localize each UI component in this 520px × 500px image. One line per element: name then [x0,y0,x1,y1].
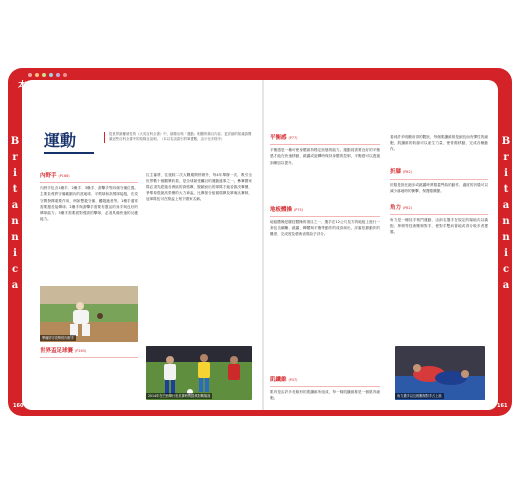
entry [270,376,380,402]
page-ref: (P82) [402,205,412,210]
page-ref: (P168) [58,174,70,178]
entry-title: 平衡感 (P77) [270,135,298,141]
side-letter: i [13,248,17,259]
entry-rule [40,357,138,358]
photo-caption: 2014年在巴西舉行世足賽時的經典對戰場面 [148,394,211,398]
dot [49,73,53,77]
side-letter: n [502,232,510,243]
entry-body: 折膝是指在跑步或跳躍時將膝蓋彎曲的動作，適度的折膝可以減少落地時的衝擊，保護膝關節。 [390,182,488,193]
entry-rule [390,214,488,215]
side-letter: i [13,168,17,179]
side-letter: t [503,184,509,195]
entry-title: 肌纖維 (P47) [270,377,298,383]
entry [40,347,138,358]
entry-rule [40,182,138,183]
page-number-left: 160 [13,403,24,409]
side-letter: i [504,168,508,179]
side-letter: n [502,216,510,227]
column-3 [270,134,380,243]
baseball-photo [40,286,138,342]
page-ref: (P163) [74,349,87,353]
page-number-right: 161 [497,403,508,409]
column-3b [270,376,380,402]
decorative-dots [28,73,67,77]
wrestling-photo [395,346,485,400]
page-ref: (P82) [402,170,412,175]
side-letter: c [502,264,510,275]
entry [390,204,488,236]
side-letter: n [11,232,19,243]
entry-title: 地板體操 (P75) [270,206,303,213]
side-letter: r [12,152,18,163]
category-title: 運動 [44,131,77,150]
dot [56,73,60,77]
photo-caption: 角力選手以互相壓制對手占上風 [397,394,442,398]
dot [63,73,67,77]
entry-body: 內野手包含1壘手、2壘手、3壘手、游擊手等四個守備位置。主要負責將守備範圍內的滾地球、平飛球和高飛球接殺，在攻守間發揮重要作用，例如雙殺守備、觸殺跑者等。1壘手通常需要擅長接傳球；2壘手與游擊手需要有靈活的身手與良好的傳球能力；3壘手需要面對強勁的擊球，必須具備快速的反應能力。 [40,186,138,221]
column-1b [40,347,138,360]
side-letter: i [504,248,508,259]
page-gutter [262,80,264,410]
column-2 [146,172,252,203]
section-label: 四~七畫 [472,94,492,100]
photo-caption: 準備防守攻勢的內野手 [42,336,74,340]
side-letter: a [502,200,510,211]
index-header: 本書名詞索引 Index [18,81,104,91]
entry-body: 地板體操是競技體操的項目之一，選手在12公尺見方的地板上進行一套包含翻騰、跳躍、轉體與平衡等動作的成套演出，評審依據動作的難度、完成度及藝術表現給予評分。 [270,220,380,237]
page-ref: (P77) [288,136,298,140]
side-letter: r [503,152,509,163]
page-ref: (P47) [288,378,298,382]
side-letter: c [11,264,19,275]
side-letter: a [11,200,19,211]
entry-rule [390,179,488,180]
side-word-right [500,136,512,291]
wrestling-image [395,346,485,400]
entry-title: 世界盃足球賽 (P163) [40,348,87,354]
category-rule [44,152,94,154]
entry [390,168,488,194]
entry-title: 折膝 (P82) [390,169,412,176]
dot [42,73,46,77]
entry-rule [270,216,380,217]
dot [28,73,32,77]
category-intro: 從世界最權威性的《大英百科全書》中，摘錄出與「運動」相關的條目內容，更詳細的知識請閱讀這些百科全書中的原條目說明。（本以名詞索引的筆畫數，由少至多排序） [104,132,252,143]
entry-title: 內野手 (P168) [40,173,70,179]
side-letter: t [12,184,18,195]
soccer-photo [146,346,252,400]
entry-body: 平衡感是一種可使身體維持穩定狀態的能力。運動員需要良好的平衡感才能在快速移動、跳躍或旋轉時保持身體的控制，平衡感可以透過訓練加以提升。 [270,148,380,165]
soccer-image [146,346,252,400]
dot [35,73,39,77]
baseball-image [40,286,138,342]
side-letter: a [502,280,510,291]
side-word-left [9,136,21,291]
page-ref: (P75) [293,207,303,212]
entry-rule [270,386,380,387]
side-letter: B [10,136,20,147]
entry [270,206,380,238]
entry-title: 角力 (P82) [390,204,412,211]
side-letter: n [11,216,19,227]
entry-body: 拉主審將，往後除二次大戰期間停辦外，每4年舉辦一次，吸引全世界數十億觀眾收看，是全球最受矚目的運動盛事之一。參賽國家隊必須先經過各洲區的資格賽，脫穎而出的球隊才能晉級決賽圈，爭奪象徵最高榮譽的大力神盃。比賽採分組循環賽及單淘汰賽制，冠軍隊伍可在獎盃上刻下國家名稱。 [146,173,252,202]
column-1 [40,172,138,222]
side-letter: a [11,280,19,291]
entry-body: 看到許多明顯用得的體狀，每個肌纖維都是細長而有彈性的細胞，肌纖維的收縮可以產生力量，使骨骼移動，完成各種動作。 [390,135,488,152]
side-letter: B [501,136,511,147]
entry-rule [270,144,380,145]
column-4 [390,134,488,236]
entry [270,134,380,166]
entry [40,172,138,222]
entry-body: 角力是一種徒手格鬥運動，由兩名選手在規定的場地內以擒抱、摔倒等技術壓制對手，使對手雙肩著地或得分較多者獲勝。 [390,218,488,235]
entry-body: 肌肉是由許多長條形的肌纖維所組成，每一條肌纖維都是一個肌肉細胞。 [270,390,380,401]
